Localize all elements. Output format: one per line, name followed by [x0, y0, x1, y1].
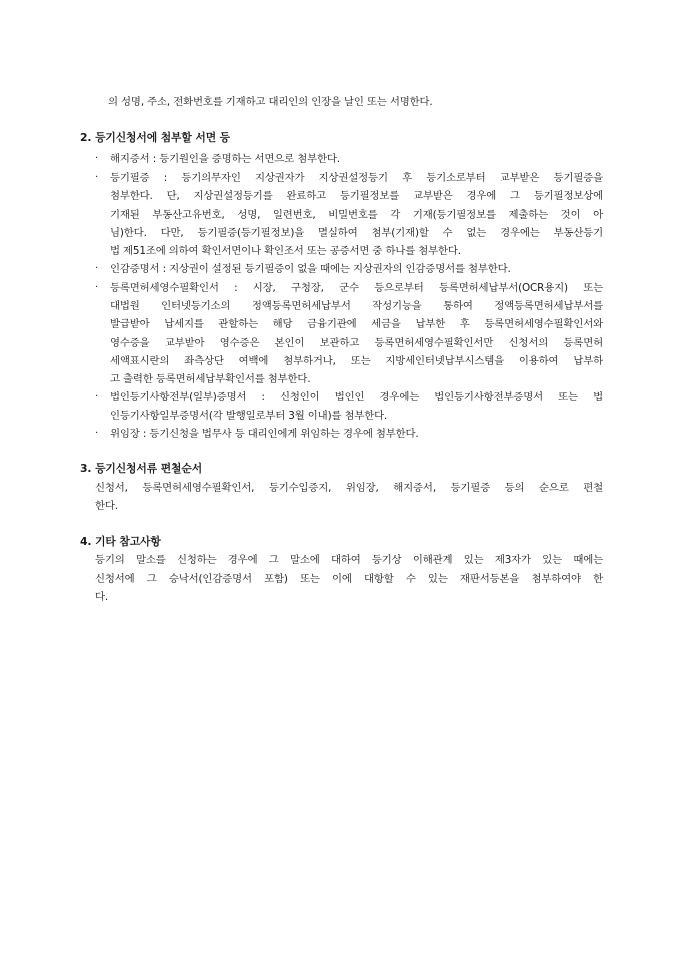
section-3-heading: 3. 등기신청서류 편철순서 — [80, 462, 203, 475]
section-2-item-3-line-1: 인감증명서 : 지상권이 설정된 등기필증이 없을 때에는 지상권자의 인감증명서를 첨부한다. — [110, 263, 511, 275]
section-2-item-4-line-4: 영수증을 교부받아 영수증은 본인이 보관하고 등록면허세영수필확인서만 신청서의 등록면허 — [110, 337, 603, 349]
section-2-item-2-line-1: 등기필증 : 등기의무자인 지상권자가 지상권설정등기 후 등기소로부터 교부받은 등기필증을 — [110, 172, 603, 184]
section-3-line-1: 신청서, 등록면허세영수필확인서, 등기수입증지, 위임장, 해지증서, 등기필증 등의 순으로 편철 — [95, 482, 603, 494]
bullet-icon: · — [95, 282, 99, 293]
section-2-item-4-line-3: 발급받아 납세지를 관할하는 해당 금융기관에 세금을 납부한 후 등록면허세영수필확인서와 — [110, 318, 603, 330]
intro-line: 의 성명, 주소, 전화번호를 기재하고 대리인의 인장을 날인 또는 서명한다. — [108, 96, 433, 108]
section-2-item-4-line-6: 고 출력한 등록면허세납부확인서를 첨부한다. — [110, 373, 311, 385]
section-2-heading: 2. 등기신청서에 첨부할 서면 등 — [80, 131, 231, 144]
section-2-item-5-line-2: 인등기사항일부증명서(각 발행일로부터 3월 이내)를 첨부한다. — [110, 410, 388, 422]
section-4-line-3: 다. — [95, 591, 109, 603]
section-2-item-4-line-5: 세액표시란의 좌측상단 여백에 첨부하거나, 또는 지방세인터넷납부시스템을 이용하여 납부하 — [110, 355, 603, 367]
section-2-item-2-line-4: 님)한다. 다만, 등기필증(등기필정보)을 멸실하여 첨부(기재)할 수 없는 경우에는 부동산등기 — [110, 227, 603, 239]
section-2-item-2-line-2: 첨부한다. 단, 지상권설정등기를 완료하고 등기필정보를 교부받은 경우에 그 등기필정보상에 — [110, 190, 603, 202]
bullet-icon: · — [95, 263, 99, 274]
section-2-item-2-line-5: 법 제51조에 의하여 확인서면이나 확인조서 또는 공증서면 중 하나를 첨부한다. — [110, 245, 461, 257]
section-2-item-1-line-1: 해지증서 : 등기원인을 증명하는 서면으로 첨부한다. — [110, 153, 340, 165]
bullet-icon: · — [95, 172, 99, 183]
section-4-line-2: 신청서에 그 승낙서(인감증명서 포함) 또는 이에 대항할 수 있는 재판서등본을 첨부하여야 한 — [95, 573, 603, 585]
section-2-item-4-line-2: 대법원 인터넷등기소의 정액등록면허세납부서 작성기능을 통하여 정액등록면허세납부서를 — [110, 300, 603, 312]
section-2-item-4-line-1: 등록면허세영수필확인서 : 시장, 구청장, 군수 등으로부터 등록면허세납부서(OCR용지) 또는 — [110, 282, 603, 294]
section-3-line-2: 한다. — [95, 500, 118, 512]
section-2-item-2-line-3: 기재된 부동산고유번호, 성명, 일련번호, 비밀번호를 각 기재(등기필정보를 제출하는 것이 아 — [110, 209, 603, 221]
bullet-icon: · — [95, 391, 99, 402]
bullet-icon: · — [95, 428, 99, 439]
section-4-line-1: 등기의 말소를 신청하는 경우에 그 말소에 대하여 등기상 이해관계 있는 제3자가 있는 때에는 — [95, 554, 603, 566]
section-2-item-5-line-1: 법인등기사항전부(일부)증명서 : 신청인이 법인인 경우에는 법인등기사항전부증명서 또는 법 — [110, 391, 603, 403]
section-2-item-6-line-1: 위임장 : 등기신청을 법무사 등 대리인에게 위임하는 경우에 첨부한다. — [110, 428, 419, 440]
bullet-icon: · — [95, 153, 99, 164]
section-4-heading: 4. 기타 참고사항 — [80, 535, 161, 548]
